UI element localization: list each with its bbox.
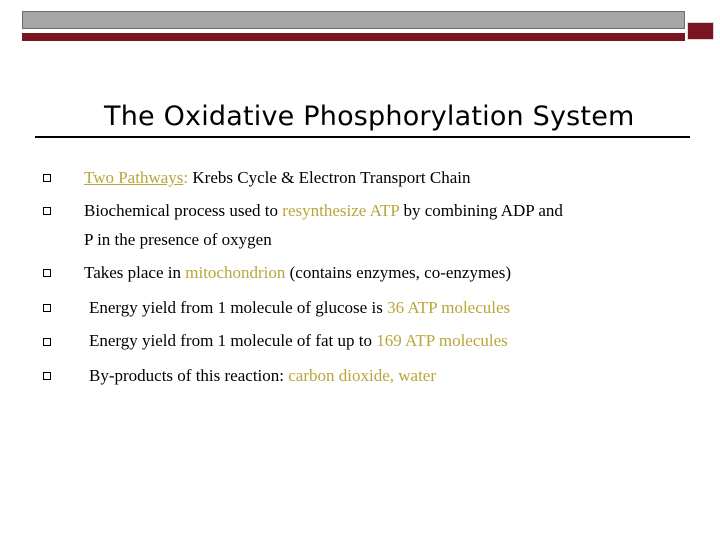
bullet-part: carbon dioxide, water: [288, 366, 436, 385]
bullet-part: by combining ADP and: [399, 201, 563, 220]
bullet-text: [84, 196, 563, 225]
bullet-part: Krebs Cycle & Electron Transport Chain: [192, 168, 471, 187]
square-bullet-icon: [43, 372, 51, 380]
bullet-part: Energy yield from 1 molecule of glucose is: [89, 298, 388, 317]
bullet-text: [89, 361, 436, 390]
bullet-part: Energy yield from 1 molecule of fat up to: [89, 331, 377, 350]
bullet-part: By-products of this reaction:: [89, 366, 289, 385]
bullet-part: Two Pathways: [84, 168, 184, 187]
bullet-part: resynthesize ATP: [282, 201, 400, 220]
bullet-part: 169 ATP molecules: [376, 331, 508, 350]
bullet-part: 36 ATP molecules: [387, 298, 511, 317]
bullet-text-line2: P in the presence of oxygen: [84, 230, 272, 249]
bullet-part: :: [183, 168, 193, 187]
square-bullet-icon: [43, 304, 51, 312]
bullet-text: [89, 326, 508, 355]
bullet-part: Takes place in: [84, 263, 186, 282]
slide-title: The Oxidative Phosphorylation System: [104, 101, 635, 132]
bullet-part: mitochondrion: [185, 263, 286, 282]
square-bullet-icon: [43, 338, 51, 346]
bullet-text: [84, 163, 470, 192]
bullet-part: (contains enzymes, co-enzymes): [285, 263, 511, 282]
bullet-text: [84, 258, 511, 287]
bullet-part: Biochemical process used to: [84, 201, 283, 220]
bullet-text: [89, 293, 510, 322]
square-bullet-icon: [43, 269, 51, 277]
square-bullet-icon: [43, 207, 51, 215]
square-bullet-icon: [43, 174, 51, 182]
